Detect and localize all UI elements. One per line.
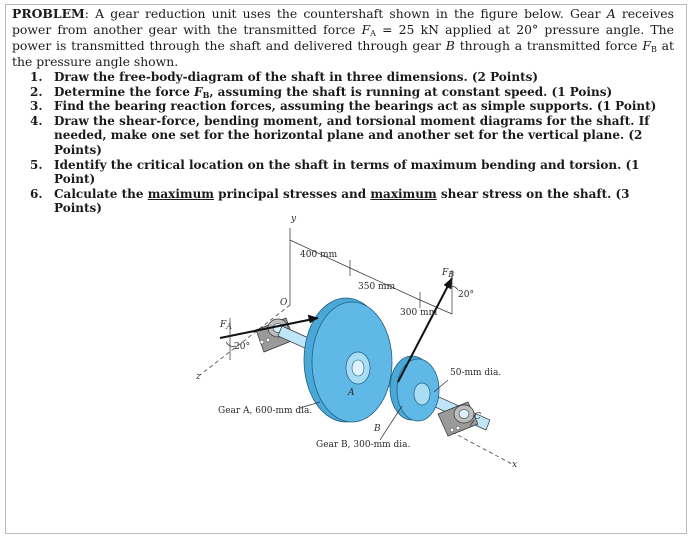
task-item: 6. Calculate the maximum principal stresses and maximum shear stress on the shaft. (3 Points) bbox=[30, 186, 630, 216]
gear-a bbox=[304, 298, 392, 422]
angle-b-label: 20° bbox=[458, 290, 474, 300]
force-b-symbol: F bbox=[642, 38, 651, 53]
force-a-label: $F_A$ bbox=[220, 320, 233, 331]
dim-400-label: 400 mm bbox=[300, 250, 338, 260]
x-axis bbox=[452, 432, 512, 464]
gear-b bbox=[390, 356, 439, 421]
task-item: 1. Draw the free-body-diagram of the shaft in three dimensions. (2 Points) bbox=[30, 70, 539, 84]
shaft-diameter-label: 50-mm dia. bbox=[450, 368, 502, 378]
problem-text-2: receives power from another gear with the transmitted force bbox=[12, 6, 675, 37]
dim-300-label: 300 mm bbox=[400, 308, 438, 318]
origin-label: O bbox=[280, 298, 288, 308]
gear-b-caption: Gear B, 300-mm dia. bbox=[316, 440, 411, 450]
problem-text-1: : A gear reduction unit uses the countershaft shown in the figure below. Gear bbox=[84, 6, 607, 21]
force-a-subscript: A bbox=[370, 29, 376, 38]
force-b-head bbox=[444, 278, 452, 289]
z-axis-label: z bbox=[196, 372, 201, 382]
problem-text-4: through a transmitted force bbox=[454, 38, 643, 53]
y-axis-label: y bbox=[291, 214, 297, 224]
angle-a-label: 20° bbox=[234, 342, 250, 352]
task-item: 2. Determine the force $F_B$, assuming the shaft is running at constant speed. (1 Poins) bbox=[30, 84, 613, 100]
force-b-label: $F_B$ bbox=[442, 268, 455, 279]
gear-a-symbol: A bbox=[606, 6, 616, 21]
force-a-symbol: F bbox=[361, 22, 371, 37]
gear-a-letter: A bbox=[348, 388, 355, 398]
problem-text-3: = 25 kN applied at 20° pressure angle. The power is transmitted through the shaft and delivered through gear bbox=[12, 22, 674, 53]
countershaft-figure bbox=[190, 210, 530, 480]
x-axis-label: x bbox=[512, 460, 518, 470]
task-item: 5. Identify the critical location on the shaft in terms of maximum bending and torsion. (1 Point) bbox=[30, 157, 640, 187]
gear-b-letter: B bbox=[374, 424, 381, 434]
problem-statement bbox=[12, 6, 674, 70]
task-item: 3. Find the bearing reaction forces, assuming the bearings act as simple supports. (1 Point) bbox=[30, 99, 657, 114]
force-b-subscript: B bbox=[650, 45, 657, 54]
bearing-c-label: C bbox=[474, 412, 481, 422]
task-list bbox=[30, 70, 670, 216]
problem-text-5: at the pressure angle shown. bbox=[12, 38, 674, 69]
gear-a-caption: Gear A, 600-mm dia. bbox=[218, 406, 313, 416]
dim-350-label: 350 mm bbox=[358, 282, 396, 292]
gear-b-symbol: B bbox=[445, 38, 455, 53]
problem-label: PROBLEM bbox=[12, 6, 85, 21]
task-item: 4. Draw the shear-force, bending moment, and torsional moment diagrams for the shaft. If needed, make one set for the horizontal plane and another set for the vertical plane. (2 Points) bbox=[30, 113, 650, 157]
